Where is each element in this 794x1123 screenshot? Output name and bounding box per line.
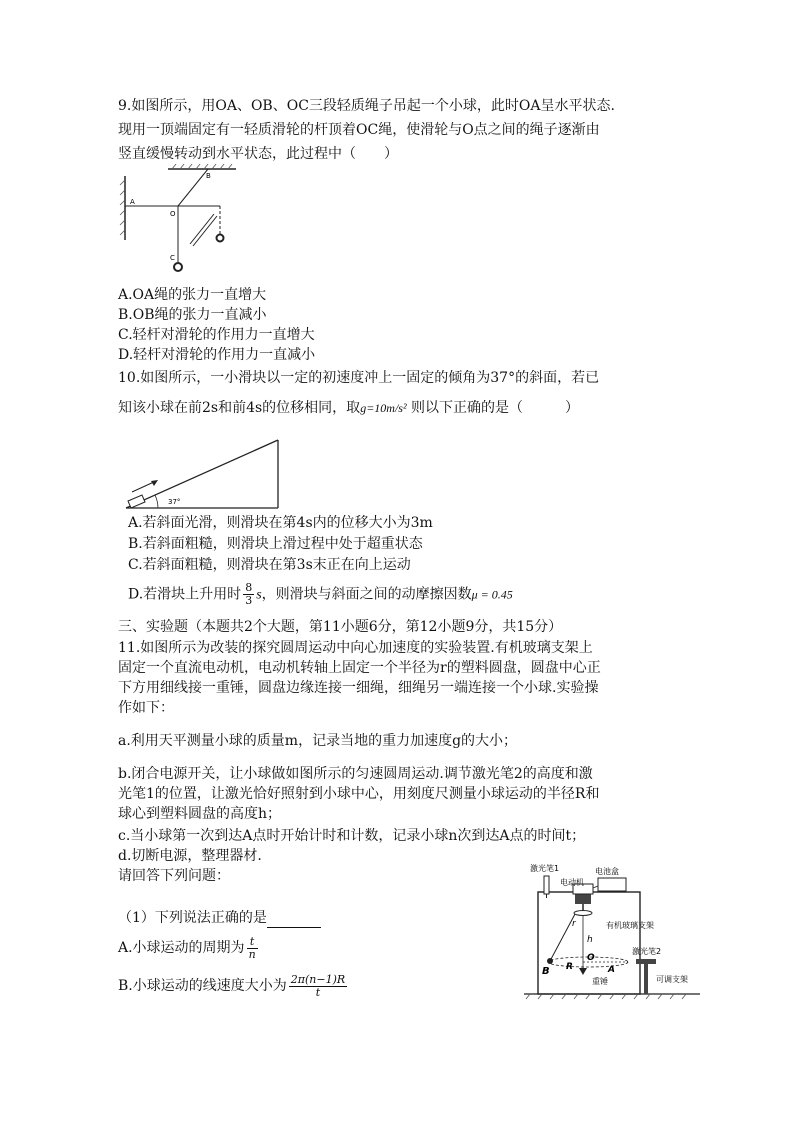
q9-option-c: C.轻杆对滑轮的作用力一直增大	[118, 327, 315, 343]
q9-stem-line1: 9.如图所示，用OA、OB、OC三段轻质绳子吊起一个小球，此时OA呈水平状态.	[118, 98, 615, 114]
q10-stem-line2	[118, 398, 579, 418]
q10-option-c: C.若斜面粗糙，则滑块在第3s末正在向上运动	[128, 557, 411, 573]
q10-stem-text: 知该小球在前2s和前4s的位移相同，取	[118, 400, 361, 416]
q9-option-d: D.轻杆对滑轮的作用力一直减小	[118, 347, 316, 363]
q11-option-b	[118, 972, 349, 1000]
q11-step-b-line2: 光笔1的位置，让激光恰好照射到小球中心，用刻度尺测量小球运动的半径R和	[118, 786, 600, 802]
q10-frac-num: 8	[245, 581, 253, 594]
q10-stem-tail: 则以下正确的是（ ）	[411, 400, 580, 416]
label-motor: 电动机	[560, 878, 584, 887]
q11-step-a: a.利用天平测量小球的质量m，记录当地的重力加速度g的大小；	[118, 733, 518, 749]
label-laser2: 激光笔2	[632, 947, 662, 956]
q9-stem-line3: 竖直缓慢转动到水平状态，此过程中（ ）	[118, 146, 398, 162]
q11-step-d: d.切断电源，整理器材.	[118, 848, 262, 864]
q10-option-a: A.若斜面光滑，则滑块在第4s内的位移大小为3m	[128, 515, 433, 531]
answer-blank[interactable]	[267, 913, 321, 928]
q10-option-d-fraction	[243, 582, 254, 607]
q11-sub1	[118, 908, 321, 928]
q11-option-b-num: 2π(n−1)R	[290, 972, 346, 986]
q10-frac-den: 3	[245, 594, 253, 607]
section-heading: 三、实验题（本题共2个大题，第11小题6分，第12小题9分，共15分）	[118, 619, 563, 635]
q11-sub1-text: （1）下列说法正确的是	[118, 910, 267, 926]
q10-option-d-unit: s	[256, 587, 262, 603]
q11-stem-line4: 作如下：	[118, 700, 174, 716]
q11-stem-line2: 固定一个直流电动机，电动机转轴上固定一个半径为r的塑料圆盘，圆盘中心正	[118, 660, 601, 676]
q10-angle-label: 37°	[168, 498, 181, 506]
q11-option-a	[118, 934, 260, 962]
q11-option-a-fraction	[247, 936, 258, 961]
q11-apparatus-figure	[520, 858, 716, 1004]
label-adjustable: 可调支架	[656, 975, 688, 984]
q11-option-a-num: t	[247, 936, 258, 949]
q9-stem-line2: 现用一顶端固定有一轻质滑轮的杆顶着OC绳，使滑轮与O点之间的绳子逐渐由	[118, 122, 600, 138]
label-b: B	[542, 966, 550, 977]
label-big-r: R	[566, 962, 573, 972]
q10-incline-figure	[118, 436, 284, 512]
label-a: A	[608, 965, 615, 975]
q9-label-a: A	[130, 198, 135, 206]
label-battery: 电池盒	[595, 867, 619, 876]
q10-option-d	[128, 582, 513, 608]
q10-stem-line1: 10.如图所示，一小滑块以一定的初速度冲上一固定的倾角为37°的斜面，若已	[118, 370, 600, 386]
label-h: h	[587, 935, 593, 945]
q11-stem-line3: 下方用细线接一重锤，圆盘边缘连接一细绳，细绳另一端连接一个小球.实验操	[118, 680, 599, 696]
label-weight: 重锤	[592, 977, 608, 986]
q10-option-d-tail: ，则滑块与斜面之间的动摩擦因数	[261, 586, 472, 603]
q9-figure	[118, 164, 268, 280]
q10-option-d-text: D.若滑块上升用时	[128, 586, 242, 603]
q11-option-a-den: n	[248, 947, 256, 961]
q11-option-b-fraction	[289, 974, 347, 999]
q11-option-b-den: t	[315, 985, 321, 999]
q9-label-c: C	[170, 254, 175, 262]
q10-mu-value: μ = 0.45	[471, 587, 513, 602]
label-laser1: 激光笔1	[530, 864, 560, 873]
label-o: O	[587, 953, 595, 963]
label-frame: 有机玻璃支架	[606, 921, 654, 930]
q9-option-a: A.OA绳的张力一直增大	[118, 287, 267, 303]
q11-step-b-line3: 球心到塑料圆盘的高度h；	[118, 806, 282, 822]
q10-g-value: g=10m/s²	[360, 401, 407, 415]
q11-option-a-text: A.小球运动的周期为	[118, 940, 245, 956]
q9-label-o: O	[170, 210, 176, 218]
q11-prompt: 请回答下列问题：	[118, 868, 230, 884]
q9-label-b: B	[206, 172, 211, 180]
label-r: r	[572, 919, 576, 929]
q11-step-c: c.当小球第一次到达A点时开始计时和计数，记录小球n次到达A点的时间t；	[118, 828, 586, 844]
q11-stem-line1: 11.如图所示为改装的探究圆周运动中向心加速度的实验装置.有机玻璃支架上	[118, 640, 593, 656]
q11-option-b-text: B.小球运动的线速度大小为	[118, 978, 287, 994]
q10-option-b: B.若斜面粗糙，则滑块上滑过程中处于超重状态	[128, 536, 423, 552]
q11-step-b-line1: b.闭合电源开关，让小球做如图所示的匀速圆周运动.调节激光笔2的高度和激	[118, 766, 593, 782]
q9-option-b: B.OB绳的张力一直减小	[118, 307, 267, 323]
